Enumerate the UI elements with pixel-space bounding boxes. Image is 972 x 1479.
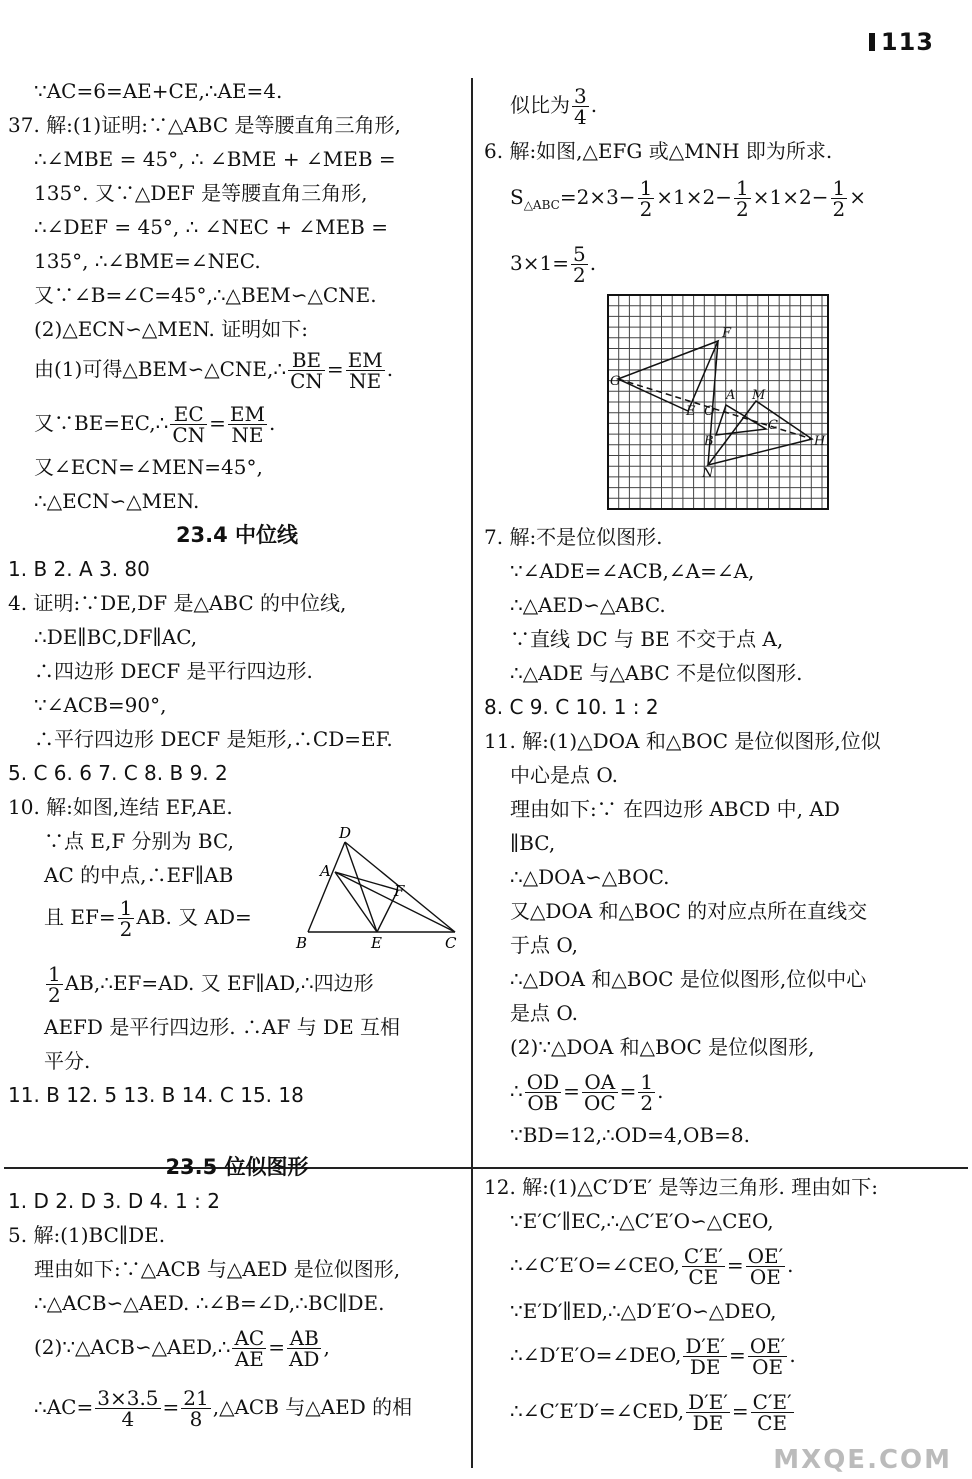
text-line: 似比为 $\frac{3}{4}$ .: [510, 84, 598, 129]
right-column-mid: [484, 520, 964, 1152]
text-line: 135°, ∴∠BME=∠NEC.: [34, 249, 261, 273]
label-M: M: [752, 388, 766, 403]
text-line: 又∵∠B=∠C=45°,∴△BEM∽△CNE.: [34, 283, 377, 307]
text-line: 又∵BE=EC,∴ $\frac{EC}{CN}$ = $\frac{EM}{NE}$ .: [34, 402, 276, 447]
label-G: G: [610, 374, 621, 389]
label-F: F: [722, 326, 732, 341]
text-line: $\frac{1}{2}$ AB,∴EF=AD. 又 EF∥AD,∴四边形: [48, 962, 374, 1007]
label-B: B: [704, 434, 714, 449]
text-line: ∴∠DEF = 45°, ∴ ∠NEC + ∠MEB =: [34, 215, 388, 239]
section-heading: 23.5 位似图形: [165, 1155, 309, 1179]
text-line: 7. 解:不是位似图形.: [484, 525, 663, 549]
text-line: 37. 解:(1)证明:∵△ABC 是等腰直角三角形,: [8, 113, 401, 137]
triangle-EFG: [618, 341, 718, 411]
page-number: 113: [869, 28, 934, 56]
text-line: ∵∠ADE=∠ACB,∠A=∠A,: [510, 559, 755, 583]
fraction: $\frac{5}{2}$: [572, 242, 586, 287]
section-heading: 23.4 中位线: [175, 523, 299, 547]
text-line: ∴△ACB∽△AED. ∴∠B=∠D,∴BC∥DE.: [34, 1291, 385, 1315]
text-line: 理由如下:∵△ACB 与△AED 是位似图形,: [34, 1257, 401, 1281]
fraction: $\frac{OD}{OB}$: [526, 1070, 560, 1115]
text-line: 又∠ECN=∠MEN=45°,: [34, 455, 263, 479]
fraction: $\frac{C'E'}{CE}$: [683, 1244, 723, 1289]
text-line: 12. 解:(1)△C′D′E′ 是等边三角形. 理由如下:: [484, 1175, 878, 1199]
fraction: $\frac{21}{8}$: [183, 1386, 209, 1431]
text-line: ∵AC=6=AE+CE,∴AE=4.: [34, 79, 283, 103]
fraction: $\frac{3}{4}$: [574, 84, 587, 129]
answer-line: 5. C 6. 6 7. C 8. B 9. 2: [8, 761, 228, 785]
text-line: ∴△DOA∽△BOC.: [510, 865, 670, 889]
fraction: $\frac{C'E'}{CE}$: [752, 1390, 792, 1435]
text-line: 由(1)可得△BEM∽△CNE,∴ $\frac{BE}{CN}$ = $\frac{EM}{NE}$ .: [34, 348, 394, 393]
left-column-lower: [8, 1150, 466, 1430]
grid-figure: [606, 293, 830, 511]
answer-line: 8. C 9. C 10. 1 : 2: [484, 695, 659, 719]
right-column-lower: [484, 1170, 964, 1434]
label-N: N: [702, 466, 714, 481]
edge-BD: [308, 842, 345, 932]
text-line: AEFD 是平行四边形. ∴AF 与 DE 互相: [44, 1015, 401, 1039]
fraction: $\frac{OA}{OC}$: [583, 1070, 616, 1115]
fraction: $\frac{1}{2}$: [736, 176, 749, 221]
fraction: $\frac{1}{2}$: [119, 896, 133, 941]
fraction: $\frac{1}{2}$: [48, 962, 61, 1007]
label-F: F: [394, 882, 405, 900]
text-line: ∵点 E,F 分别为 BC,: [44, 829, 234, 853]
triangle-figure: [290, 822, 468, 952]
text-line: 5. 解:(1)BC∥DE.: [8, 1223, 166, 1247]
fraction: $\frac{D'E'}{DE}$: [688, 1390, 728, 1435]
text-line: ∴△ECN∽△MEN.: [34, 489, 200, 513]
text-line: 是点 O.: [510, 1001, 578, 1025]
fraction: $\frac{AC}{AE}$: [234, 1326, 265, 1371]
label-E: E: [686, 404, 696, 419]
text-line: 且 EF= $\frac{1}{2}$ AB. 又 AD=: [44, 896, 252, 941]
fraction: $\frac{EM}{NE}$: [347, 348, 383, 393]
text-line: 10. 解:如图,连结 EF,AE.: [8, 795, 233, 819]
text-line: 理由如下:∵ 在四边形 ABCD 中, AD: [510, 797, 840, 821]
fraction: $\frac{BE}{CN}$: [290, 348, 323, 393]
text-line: 平分.: [44, 1049, 91, 1073]
text-line: ∵E′D′∥ED,∴△D′E′O∽△DEO,: [510, 1299, 777, 1323]
fraction: $\frac{1}{2}$: [832, 176, 846, 221]
text-line: ∴DE∥BC,DF∥AC,: [34, 625, 198, 649]
fraction: $\frac{1}{2}$: [640, 1070, 654, 1115]
fraction: $\frac{3\times 3.5}{4}$: [97, 1386, 159, 1431]
edge-AE: [335, 872, 377, 932]
left-column: [8, 74, 466, 1112]
text-line: ∴四边形 DECF 是平行四边形.: [34, 659, 313, 683]
text-line: ∴∠C′E′O=∠CEO, $\frac{C'E'}{CE}$ = $\frac{OE'}{OE}$ .: [510, 1244, 794, 1289]
text-line: ∴AC= $\frac{3\times 3.5}{4}$ = $\frac{21}{8}$ ,△ACB 与△AED 的相: [34, 1386, 413, 1431]
fraction: $\frac{EM}{NE}$: [229, 402, 265, 447]
text-line: ∴平行四边形 DECF 是矩形,∴CD=EF.: [34, 727, 393, 751]
text-line: ∴∠C′E′D′=∠CED, $\frac{D'E'}{DE}$ = $\frac{C'E'}{CE}$: [510, 1390, 792, 1435]
fraction: $\frac{OE'}{OE}$: [747, 1244, 784, 1289]
fraction: $\frac{AB}{AD}$: [288, 1326, 320, 1371]
text-line: ∴△ADE 与△ABC 不是位似图形.: [510, 661, 803, 685]
label-H: H: [814, 434, 826, 449]
fraction: $\frac{D'E'}{DE}$: [685, 1334, 726, 1379]
text-line: 又△DOA 和△BOC 的对应点所在直线交: [510, 899, 868, 923]
label-E: E: [371, 934, 382, 952]
label-A: A: [726, 388, 736, 403]
text-line: ∵直线 DC 与 BE 不交于点 A,: [510, 627, 784, 651]
label-B: B: [296, 934, 308, 952]
label-A: A: [320, 862, 331, 880]
text-line: 中心是点 O.: [510, 763, 618, 787]
watermark: MXQE.COM: [773, 1445, 952, 1475]
label-O: O: [704, 404, 715, 419]
label-D: D: [339, 824, 352, 842]
label-C: C: [768, 418, 778, 433]
text-line: ∴∠D′E′O=∠DEO, $\frac{D'E'}{DE}$ = $\frac{OE'}{OE}$ .: [510, 1334, 796, 1379]
text-line: 135°. 又∵△DEF 是等腰直角三角形,: [34, 181, 368, 205]
text-line: 3×1= $\frac{5}{2}$ .: [510, 242, 597, 287]
fraction: $\frac{OE'}{OE}$: [749, 1334, 786, 1379]
text-line: ∵∠ACB=90°,: [34, 693, 167, 717]
text-line: AC 的中点,∴EF∥AB: [44, 863, 234, 887]
fraction: $\frac{EC}{CN}$: [172, 402, 206, 447]
text-line: ∵BD=12,∴OD=4,OB=8.: [510, 1123, 750, 1147]
column-divider: [471, 78, 473, 1468]
text-line: (2)∵△ACB∽△AED,∴ $\frac{AC}{AE}$ = $\frac{AB}{AD}$ ,: [34, 1326, 330, 1371]
answer-line: 11. B 12. 5 13. B 14. C 15. 18: [8, 1083, 304, 1107]
text-line: 11. 解:(1)△DOA 和△BOC 是位似图形,位似: [484, 729, 881, 753]
label-C: C: [445, 934, 457, 952]
text-line: (2)△ECN∽△MEN. 证明如下:: [34, 317, 309, 341]
text-line: $S_{\triangle ABC}=2\times 3-$ $\frac{1}{2}$ ×1×2− $\frac{1}{2}$ ×1×2− $\frac{1}{2}$ ×: [510, 176, 866, 221]
answer-line: 1. B 2. A 3. 80: [8, 557, 150, 581]
text-line: ∴ $\frac{OD}{OB}$ = $\frac{OA}{OC}$ = $\frac{1}{2}$ .: [510, 1070, 664, 1115]
fraction: $\frac{1}{2}$: [639, 176, 653, 221]
answer-line: 1. D 2. D 3. D 4. 1 : 2: [8, 1189, 220, 1213]
text-line: (2)∵△DOA 和△BOC 是位似图形,: [510, 1035, 815, 1059]
edge-AC: [335, 872, 455, 932]
text-line: 于点 O,: [510, 933, 578, 957]
text-line: 4. 证明:∵DE,DF 是△ABC 的中位线,: [8, 591, 347, 615]
text-line: ∴△DOA 和△BOC 是位似图形,位似中心: [510, 967, 867, 991]
text-line: ∴∠MBE = 45°, ∴ ∠BME + ∠MEB =: [34, 147, 396, 171]
right-column: [484, 82, 964, 286]
text-line: 6. 解:如图,△EFG 或△MNH 即为所求.: [484, 139, 833, 163]
text-line: ∥BC,: [510, 831, 556, 855]
text-line: ∵E′C′∥EC,∴△C′E′O∽△CEO,: [510, 1209, 774, 1233]
text-line: ∴△AED∽△ABC.: [510, 593, 666, 617]
